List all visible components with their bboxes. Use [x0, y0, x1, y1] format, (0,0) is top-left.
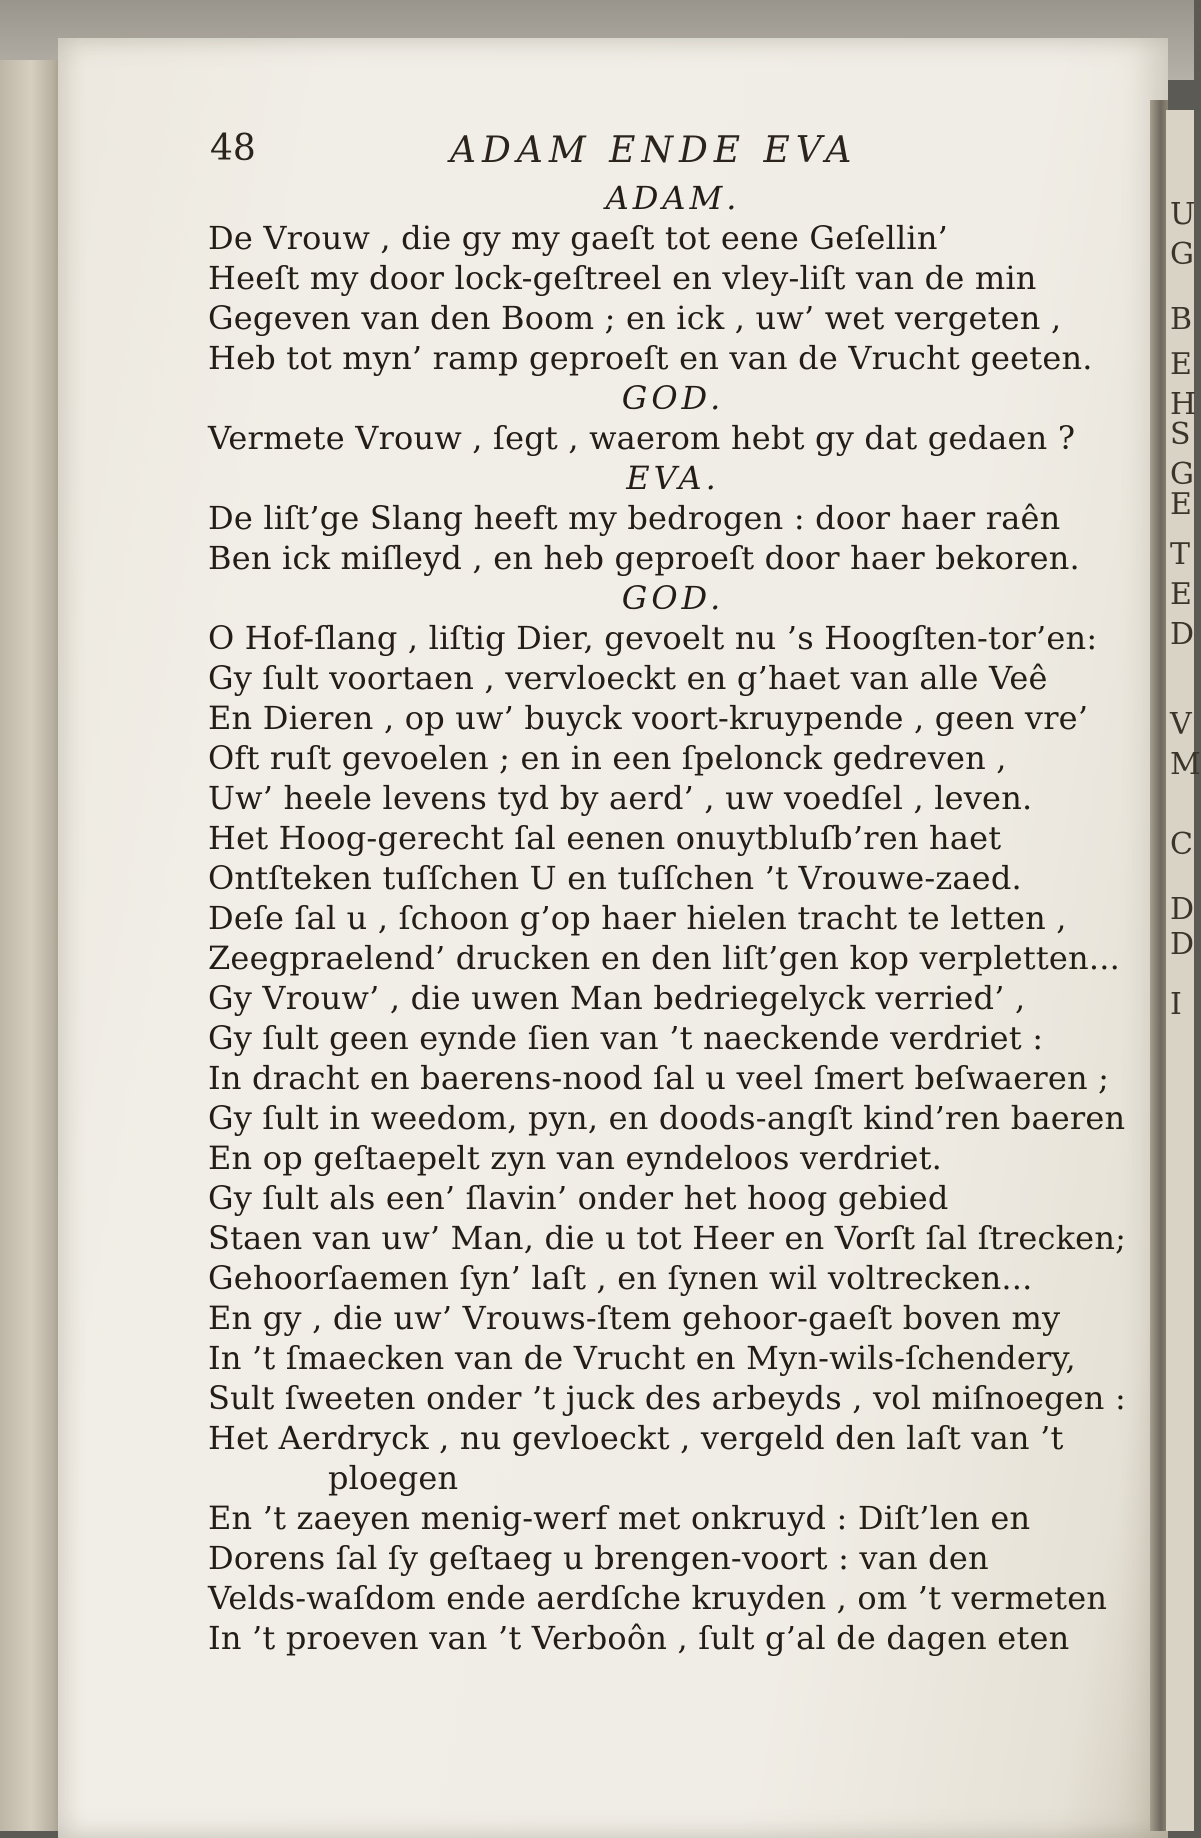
facing-page-fragment: E: [1170, 487, 1192, 522]
verse-line: Gegeven van den Boom ; en ick , uw’ wet vergeten ,: [208, 299, 1062, 337]
page-header: [210, 128, 1030, 178]
facing-page-fragment: I: [1170, 987, 1182, 1022]
verse-line: Heeſt my door lock-geſtreel en vley-liſt van de min: [208, 259, 1037, 297]
facing-page-fragment: G: [1170, 237, 1194, 272]
verse-line: Gy ſult als een’ ſlavin’ onder het hoog gebied: [208, 1179, 949, 1217]
speaker-heading: GOD.: [621, 579, 725, 617]
running-title: ADAM ENDE EVA: [450, 130, 858, 171]
verse-line-continuation: ploegen: [328, 1459, 459, 1497]
verse-line: Heb tot myn’ ramp geproeſt en van de Vrucht geeten.: [208, 339, 1093, 377]
facing-page-fragment: G: [1170, 457, 1194, 492]
facing-page-fragment: D: [1170, 892, 1195, 927]
facing-page-fragment: D: [1170, 927, 1195, 962]
verse-line: Gy ſult geen eynde ſien van ’t naeckende verdriet :: [208, 1019, 1044, 1057]
verse-line: En ’t zaeyen menig-werf met onkruyd : Diſt’len en: [208, 1499, 1031, 1537]
facing-page-fragment: S: [1170, 417, 1191, 452]
verse-line: En Dieren , op uw’ buyck voort-kruypende , geen vre’: [208, 699, 1089, 737]
speaker-heading: GOD.: [621, 379, 725, 417]
verse-line: En op geſtaepelt zyn van eyndeloos verdriet.: [208, 1139, 943, 1177]
verse-line: Gy ſult in weedom, pyn, en doods-angſt kind’ren baeren: [208, 1099, 1126, 1137]
verse-line: Sult ſweeten onder ’t juck des arbeyds , vol miſnoegen :: [208, 1379, 1126, 1417]
verse-line: Gy Vrouw’ , die uwen Man bedriegelyck verried’ ,: [208, 979, 1026, 1017]
facing-page-fragment: B: [1170, 302, 1193, 337]
verse-line: Oft ruſt gevoelen ; en in een ſpelonck gedreven ,: [208, 739, 1007, 777]
verse-line: Staen van uw’ Man, die u tot Heer en Vorſt ſal ſtrecken;: [208, 1219, 1127, 1257]
speaker-heading: EVA.: [626, 459, 720, 497]
verse-line: In ’t proeven van ’t Verboôn , ſult g’al de dagen eten: [208, 1619, 1070, 1657]
facing-page-edge: [1166, 110, 1201, 1831]
verse-line: Gehoorſaemen ſyn’ laſt , en ſynen wil voltrecken...: [208, 1259, 1033, 1297]
verse-line: Dorens ſal ſy geſtaeg u brengen-voort : van den: [208, 1539, 989, 1577]
verse-line: Uw’ heele levens tyd by aerd’ , uw voedſel , leven.: [208, 779, 1033, 817]
verse-line: Het Hoog-gerecht ſal eenen onuytbluſb’ren haet: [208, 819, 1002, 857]
facing-page-fragment: E: [1170, 347, 1192, 382]
verse-line: Deſe ſal u , ſchoon g’op haer hielen tracht te letten ,: [208, 899, 1067, 937]
facing-page-fragment: M: [1170, 747, 1201, 782]
facing-page-fragment: E: [1170, 577, 1192, 612]
verse-text: [208, 178, 1138, 1658]
facing-page-fragment: H: [1170, 387, 1197, 422]
speaker-heading: ADAM.: [605, 179, 741, 217]
facing-page-fragment: C: [1170, 827, 1193, 862]
facing-page-fragment: D: [1170, 617, 1195, 652]
facing-page-fragment: U: [1170, 197, 1196, 232]
verse-line: Velds-waſdom ende aerdſche kruyden , om ’t vermeten: [208, 1579, 1108, 1617]
page-number: 48: [210, 128, 256, 169]
verse-line: O Hof-ſlang , liſtig Dier, gevoelt nu ’s Hoogſten-tor’en:: [208, 619, 1098, 657]
verse-line: Zeegpraelend’ drucken en den liſt’gen kop verpletten...: [208, 939, 1120, 977]
verse-line: En gy , die uw’ Vrouws-ſtem gehoor-gaeſt boven my: [208, 1299, 1061, 1337]
verse-line: De Vrouw , die gy my gaeſt tot eene Geſellin’: [208, 219, 948, 257]
verse-line: Ben ick miſleyd , en heb geproeſt door haer bekoren.: [208, 539, 1080, 577]
verse-line: De liſt’ge Slang heeft my bedrogen : door haer raên: [208, 499, 1061, 537]
verse-line: In dracht en baerens-nood ſal u veel ſmert beſwaeren ;: [208, 1059, 1110, 1097]
facing-page-fragment: T: [1170, 537, 1191, 572]
verse-line: In ’t ſmaecken van de Vrucht en Myn-wils-ſchendery,: [208, 1339, 1076, 1377]
verse-line: Vermete Vrouw , ſegt , waerom hebt gy dat gedaen ?: [208, 419, 1076, 457]
facing-page-fragment: V: [1170, 707, 1192, 742]
verse-line: Gy ſult voortaen , vervloeckt en g’haet van alle Veê: [208, 659, 1048, 697]
verse-line: Ontſteken tuſſchen U en tuſſchen ’t Vrouwe-zaed.: [208, 859, 1022, 897]
verse-line: Het Aerdryck , nu gevloeckt , vergeld den laſt van ’t: [208, 1419, 1064, 1457]
